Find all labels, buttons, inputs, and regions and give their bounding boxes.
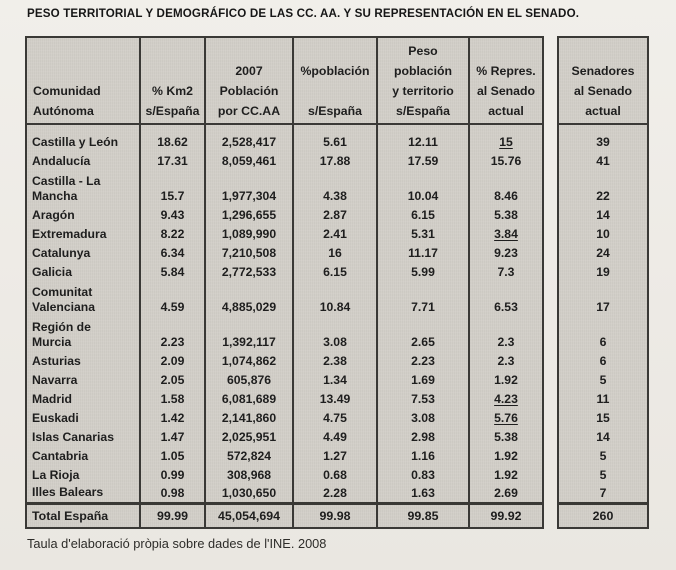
poblacion-2007-cell: 2,528,417 (205, 124, 293, 151)
peso-cell: 5.99 (377, 262, 469, 281)
header-line: % Km2 (151, 84, 193, 98)
header-row (558, 37, 648, 124)
poblacion-2007-cell: 7,210,508 (205, 243, 293, 262)
km2-pct-cell: 15.7 (140, 170, 205, 205)
table-row (26, 465, 543, 484)
peso-cell: 17.59 (377, 151, 469, 170)
senators-row (558, 484, 648, 503)
poblacion-pct-cell: 16 (293, 243, 377, 262)
senators-row (558, 389, 648, 408)
repres-pct-cell: 2.69 (469, 484, 543, 503)
senators-row (558, 408, 648, 427)
senadores-cell: 6 (558, 351, 648, 370)
table-row (26, 243, 543, 262)
comunidad-cell: Madrid (26, 389, 140, 408)
poblacion-2007-cell: 1,089,990 (205, 224, 293, 243)
header-line (561, 41, 645, 61)
poblacion-2007-cell: 6,081,689 (205, 389, 293, 408)
poblacion-pct-cell: 4.49 (293, 427, 377, 446)
repres-pct-cell: 6.53 (469, 281, 543, 316)
underlined-value: 5.76 (494, 411, 518, 425)
comunidad-cell: Asturias (26, 351, 140, 370)
senadores-cell: 11 (558, 389, 648, 408)
poblacion-2007-cell: 1,977,304 (205, 170, 293, 205)
km2-pct-cell: 1.47 (140, 427, 205, 446)
senadores-cell: 14 (558, 427, 648, 446)
header-line (29, 41, 137, 61)
table-row (26, 224, 543, 243)
main-table-body (26, 124, 543, 528)
table-row (26, 281, 543, 316)
header-line (143, 61, 202, 81)
table-row (26, 408, 543, 427)
comunidad-cell: Andalucía (26, 151, 140, 170)
comunidad-cell: Catalunya (26, 243, 140, 262)
header-line: Senadores (571, 64, 635, 78)
senadores-cell: 41 (558, 151, 648, 170)
km2-pct-cell: 17.31 (140, 151, 205, 170)
comunidad-cell: Extremadura (26, 224, 140, 243)
comunidad-cell: Total España (26, 503, 140, 528)
header-row (26, 37, 543, 124)
peso-cell: 7.71 (377, 281, 469, 316)
repres-pct-cell: 2.3 (469, 316, 543, 351)
km2-pct-cell: 99.99 (140, 503, 205, 528)
col-header-comunidad (26, 37, 140, 124)
repres-pct-cell: 9.23 (469, 243, 543, 262)
repres-pct-cell (469, 124, 543, 151)
comunidad-cell: Galicia (26, 262, 140, 281)
km2-pct-cell: 6.34 (140, 243, 205, 262)
table-row (26, 389, 543, 408)
header-line: y territorio (392, 84, 454, 98)
peso-cell: 6.15 (377, 205, 469, 224)
header-line (296, 81, 374, 101)
poblacion-pct-cell: 0.68 (293, 465, 377, 484)
poblacion-2007-cell: 605,876 (205, 370, 293, 389)
peso-cell: 12.11 (377, 124, 469, 151)
senators-row (558, 124, 648, 151)
header-line: s/España (145, 104, 200, 118)
table-row (26, 151, 543, 170)
km2-pct-cell: 1.42 (140, 408, 205, 427)
repres-pct-cell (469, 224, 543, 243)
comunidad-cell: Región de Murcia (26, 316, 140, 351)
poblacion-pct-cell: 17.88 (293, 151, 377, 170)
header-line: % Repres. (476, 64, 536, 78)
peso-cell: 11.17 (377, 243, 469, 262)
km2-pct-cell: 4.59 (140, 281, 205, 316)
comunidad-cell: Castilla y León (26, 124, 140, 151)
poblacion-pct-cell: 13.49 (293, 389, 377, 408)
header-line (296, 41, 374, 61)
header-line (472, 41, 540, 61)
poblacion-2007-cell: 2,025,951 (205, 427, 293, 446)
senadores-cell: 39 (558, 124, 648, 151)
km2-pct-cell: 9.43 (140, 205, 205, 224)
repres-pct-cell: 5.38 (469, 427, 543, 446)
repres-pct-cell: 99.92 (469, 503, 543, 528)
poblacion-2007-cell: 2,141,860 (205, 408, 293, 427)
poblacion-2007-cell: 8,059,461 (205, 151, 293, 170)
repres-pct-cell: 1.92 (469, 370, 543, 389)
table-row (26, 351, 543, 370)
header-line: Peso (408, 44, 438, 58)
peso-cell: 7.53 (377, 389, 469, 408)
total-row (26, 503, 543, 528)
comunidad-cell: Euskadi (26, 408, 140, 427)
poblacion-pct-cell: 4.75 (293, 408, 377, 427)
col-header-poblacion-2007 (205, 37, 293, 124)
col-header-poblacion-pct (293, 37, 377, 124)
table-row (26, 446, 543, 465)
senators-row (558, 281, 648, 316)
comunidad-cell: Illes Balears (26, 484, 140, 503)
col-header-repres-pct (469, 37, 543, 124)
peso-cell: 1.69 (377, 370, 469, 389)
peso-cell: 99.85 (377, 503, 469, 528)
comunidad-cell: Navarra (26, 370, 140, 389)
comunidad-cell: Aragón (26, 205, 140, 224)
poblacion-pct-cell: 1.27 (293, 446, 377, 465)
km2-pct-cell: 18.62 (140, 124, 205, 151)
km2-pct-cell: 2.05 (140, 370, 205, 389)
km2-pct-cell: 5.84 (140, 262, 205, 281)
km2-pct-cell: 1.58 (140, 389, 205, 408)
main-table-header (26, 37, 543, 124)
peso-cell: 2.23 (377, 351, 469, 370)
senators-row (558, 151, 648, 170)
poblacion-pct-cell: 4.38 (293, 170, 377, 205)
repres-pct-cell: 1.92 (469, 465, 543, 484)
senadores-cell: 14 (558, 205, 648, 224)
comunidad-cell: La Rioja (26, 465, 140, 484)
km2-pct-cell: 1.05 (140, 446, 205, 465)
senators-table-header (558, 37, 648, 124)
poblacion-2007-cell: 1,030,650 (205, 484, 293, 503)
table-row (26, 262, 543, 281)
header-line: s/España (396, 104, 450, 118)
senators-row (558, 243, 648, 262)
km2-pct-cell: 2.09 (140, 351, 205, 370)
peso-cell: 3.08 (377, 408, 469, 427)
poblacion-2007-cell: 1,392,117 (205, 316, 293, 351)
poblacion-2007-cell: 45,054,694 (205, 503, 293, 528)
poblacion-pct-cell: 2.41 (293, 224, 377, 243)
poblacion-2007-cell: 2,772,533 (205, 262, 293, 281)
senators-row (558, 370, 648, 389)
comunidad-cell: Cantabria (26, 446, 140, 465)
header-line: población (393, 64, 453, 78)
header-line (143, 41, 202, 61)
header-line: 2007 (235, 64, 263, 78)
tables-container (25, 36, 649, 529)
table-row (26, 170, 543, 205)
peso-cell: 10.04 (377, 170, 469, 205)
header-line: Autónoma (33, 104, 94, 118)
repres-pct-cell: 1.92 (469, 446, 543, 465)
header-line: %población (300, 64, 370, 78)
senators-row (558, 465, 648, 484)
senadores-cell: 22 (558, 170, 648, 205)
poblacion-pct-cell: 2.87 (293, 205, 377, 224)
table-row (26, 316, 543, 351)
poblacion-2007-cell: 4,885,029 (205, 281, 293, 316)
peso-cell: 5.31 (377, 224, 469, 243)
poblacion-2007-cell: 572,824 (205, 446, 293, 465)
senadores-cell: 6 (558, 316, 648, 351)
header-line (208, 41, 290, 61)
col-header-senadores (558, 37, 648, 124)
senators-total-row (558, 503, 648, 528)
peso-cell: 1.63 (377, 484, 469, 503)
repres-pct-cell: 8.46 (469, 170, 543, 205)
senators-row (558, 316, 648, 351)
col-header-peso (377, 37, 469, 124)
repres-pct-cell: 15.76 (469, 151, 543, 170)
senadores-cell: 17 (558, 281, 648, 316)
senadores-cell: 5 (558, 465, 648, 484)
poblacion-pct-cell: 1.34 (293, 370, 377, 389)
senadores-cell: 5 (558, 446, 648, 465)
senadores-cell: 10 (558, 224, 648, 243)
main-table (25, 36, 544, 529)
col-header-km2-pct (140, 37, 205, 124)
header-line: Comunidad (33, 84, 101, 98)
poblacion-pct-cell: 6.15 (293, 262, 377, 281)
table-row (26, 484, 543, 503)
senadores-cell: 19 (558, 262, 648, 281)
table-row (26, 427, 543, 446)
senators-row (558, 224, 648, 243)
underlined-value: 3.84 (494, 227, 518, 241)
header-line (29, 61, 137, 81)
source-caption: Taula d'elaboració pròpia sobre dades de l'INE. 2008 (27, 536, 327, 551)
header-line: al Senado (573, 84, 633, 98)
poblacion-2007-cell: 1,296,655 (205, 205, 293, 224)
peso-cell: 2.65 (377, 316, 469, 351)
poblacion-pct-cell: 5.61 (293, 124, 377, 151)
poblacion-2007-cell: 1,074,862 (205, 351, 293, 370)
header-line: Población (219, 84, 279, 98)
senadores-cell: 260 (558, 503, 648, 528)
repres-pct-cell: 2.3 (469, 351, 543, 370)
poblacion-pct-cell: 3.08 (293, 316, 377, 351)
senators-row (558, 170, 648, 205)
underlined-value: 15 (499, 135, 513, 149)
header-line: actual (488, 104, 524, 118)
repres-pct-cell: 5.38 (469, 205, 543, 224)
km2-pct-cell: 8.22 (140, 224, 205, 243)
header-line: actual (585, 104, 621, 118)
header-line: por CC.AA (217, 104, 281, 118)
poblacion-pct-cell: 99.98 (293, 503, 377, 528)
peso-cell: 0.83 (377, 465, 469, 484)
peso-cell: 1.16 (377, 446, 469, 465)
senators-row (558, 205, 648, 224)
senadores-cell: 7 (558, 484, 648, 503)
km2-pct-cell: 0.98 (140, 484, 205, 503)
senators-row (558, 351, 648, 370)
peso-cell: 2.98 (377, 427, 469, 446)
senadores-cell: 24 (558, 243, 648, 262)
poblacion-pct-cell: 10.84 (293, 281, 377, 316)
poblacion-2007-cell: 308,968 (205, 465, 293, 484)
senators-row (558, 427, 648, 446)
comunidad-cell: Castilla - La Mancha (26, 170, 140, 205)
table-row (26, 370, 543, 389)
senadores-cell: 15 (558, 408, 648, 427)
senators-table-body (558, 124, 648, 528)
table-row (26, 205, 543, 224)
header-line: s/España (308, 104, 362, 118)
senators-row (558, 446, 648, 465)
senators-table (557, 36, 649, 529)
poblacion-pct-cell: 2.38 (293, 351, 377, 370)
repres-pct-cell (469, 389, 543, 408)
repres-pct-cell: 7.3 (469, 262, 543, 281)
comunidad-cell: Comunitat Valenciana (26, 281, 140, 316)
comunidad-cell: Islas Canarias (26, 427, 140, 446)
table-row (26, 124, 543, 151)
senators-row (558, 262, 648, 281)
senadores-cell: 5 (558, 370, 648, 389)
poblacion-pct-cell: 2.28 (293, 484, 377, 503)
underlined-value: 4.23 (494, 392, 518, 406)
repres-pct-cell (469, 408, 543, 427)
document-title: PESO TERRITORIAL Y DEMOGRÁFICO DE LAS CC. AA. Y SU REPRESENTACIÓN EN EL SENADO. (27, 7, 580, 20)
km2-pct-cell: 0.99 (140, 465, 205, 484)
header-line: al Senado (476, 84, 536, 98)
km2-pct-cell: 2.23 (140, 316, 205, 351)
